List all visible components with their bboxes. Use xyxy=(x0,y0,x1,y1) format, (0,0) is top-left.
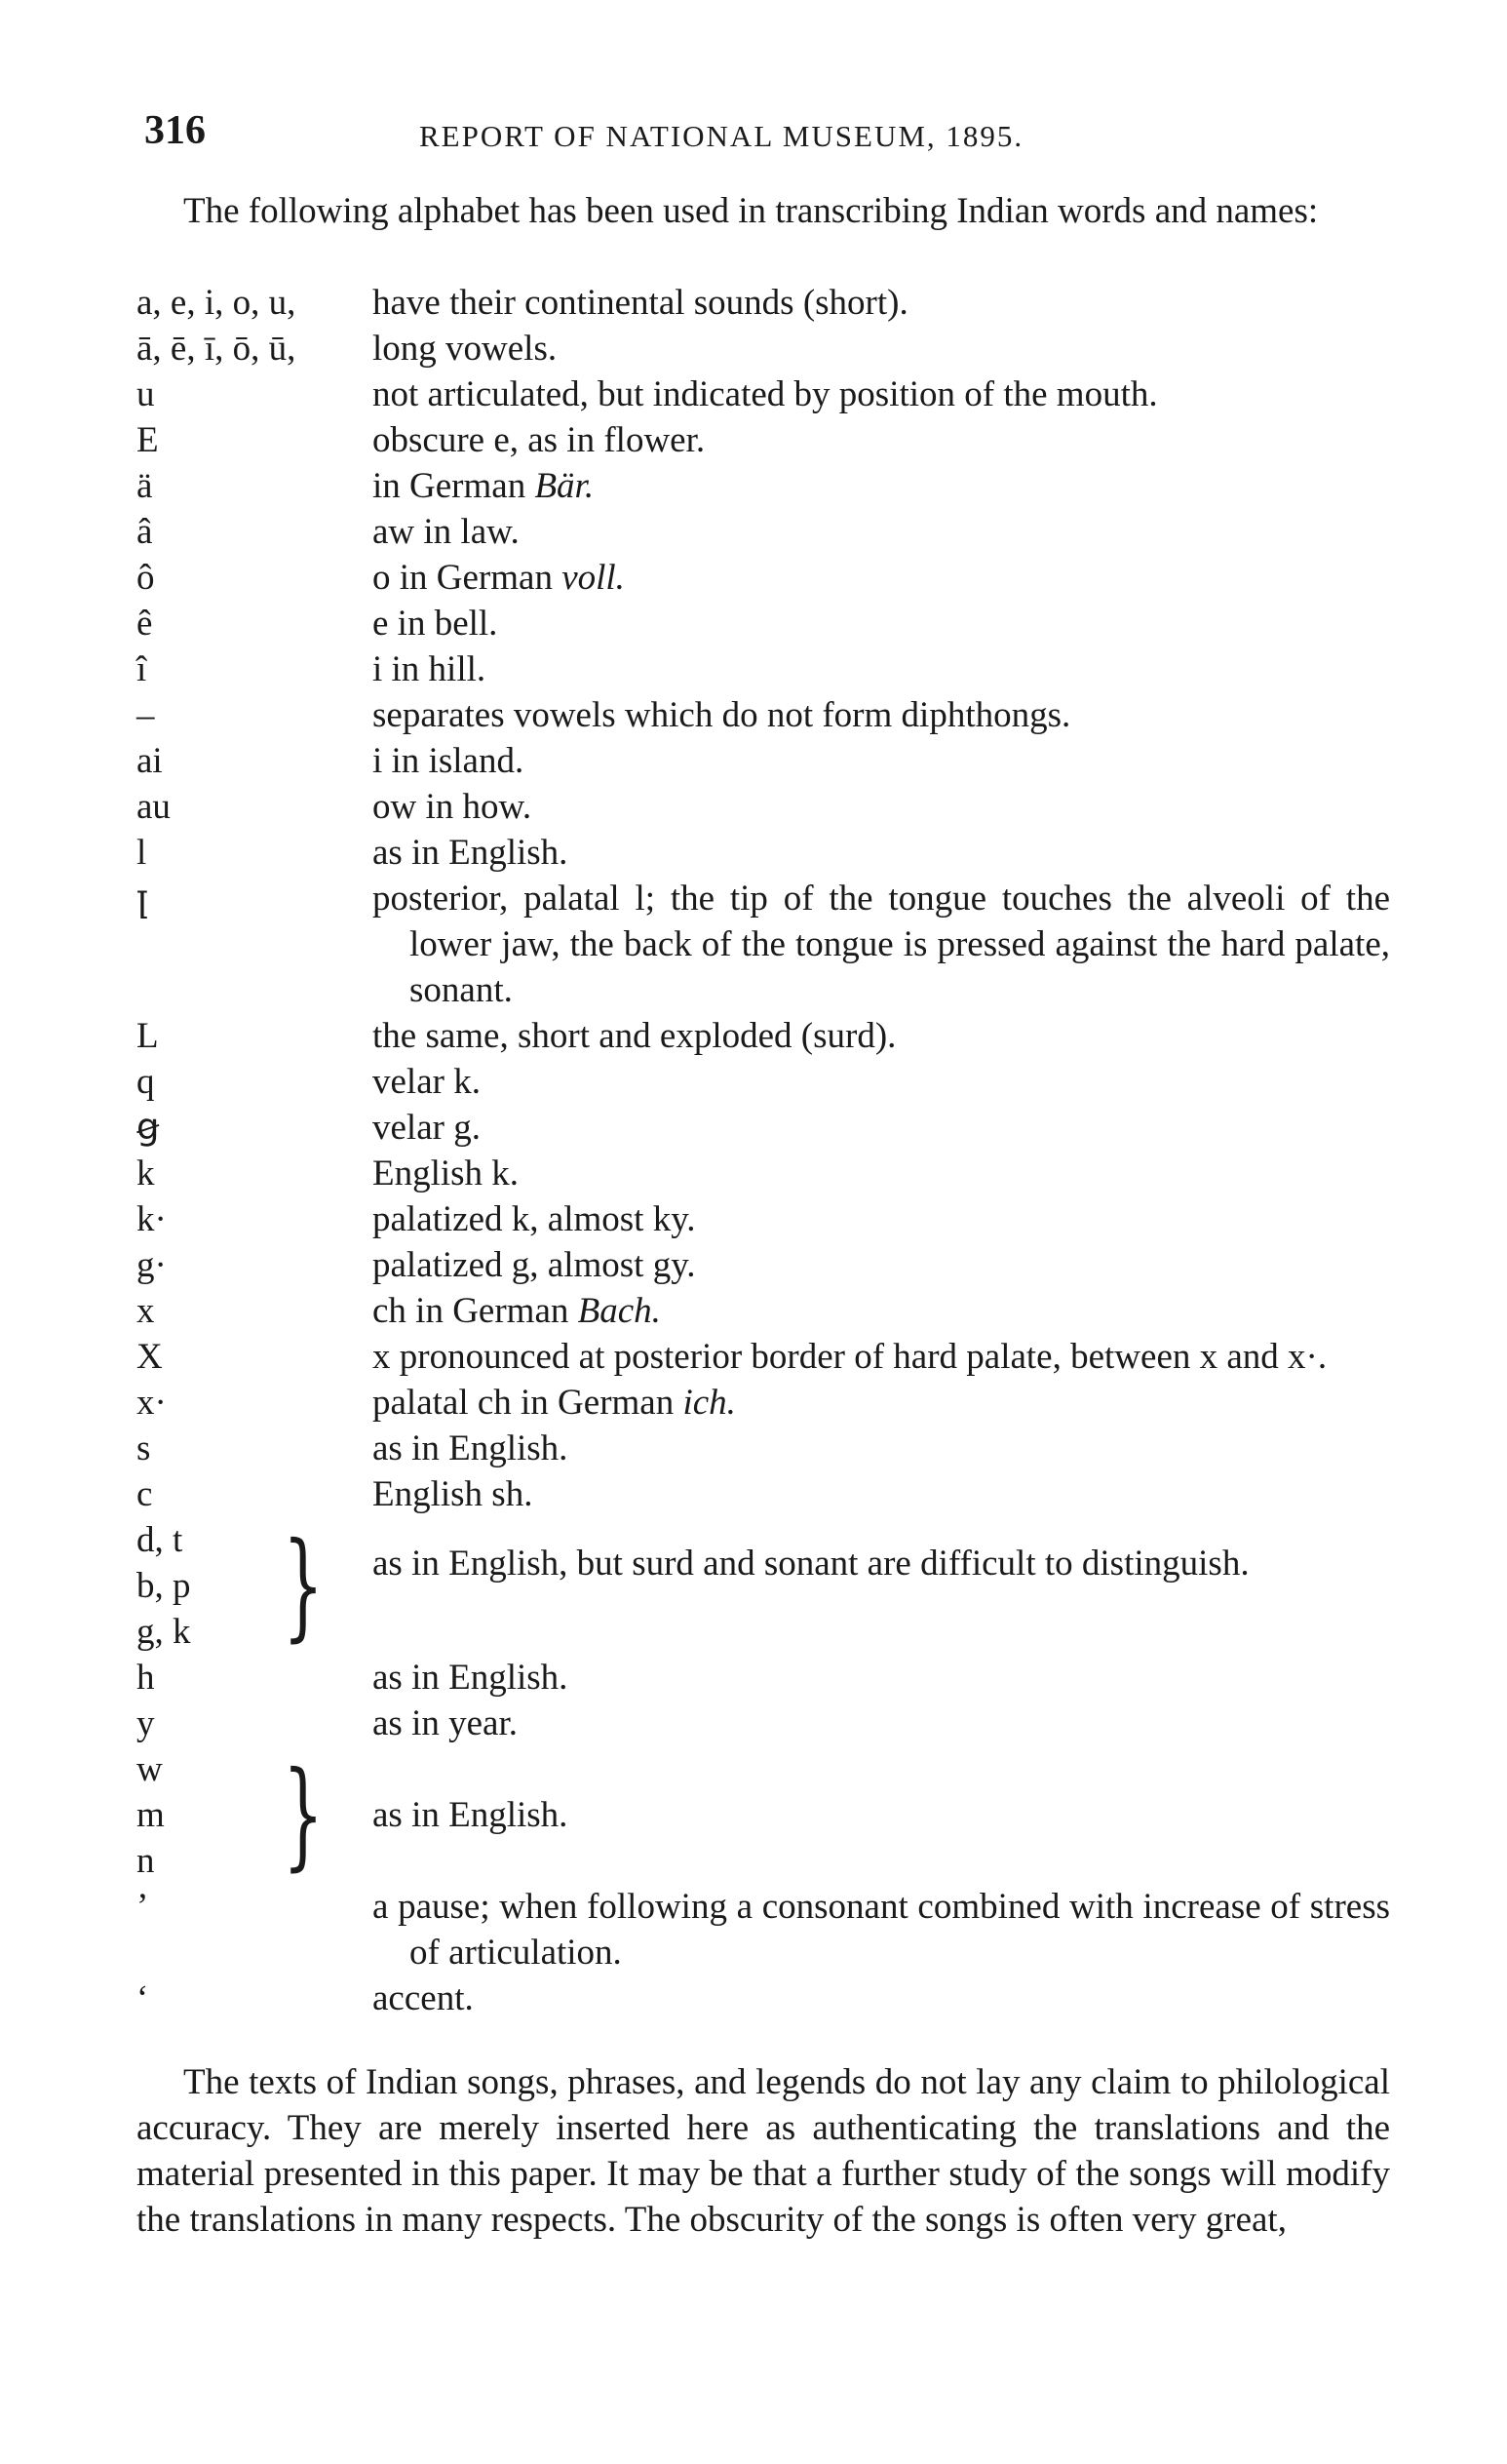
alphabet-symbol: ’ xyxy=(136,1887,149,1927)
alphabet-row xyxy=(136,1196,1390,1242)
alphabet-symbol: L xyxy=(136,1016,159,1056)
alphabet-description xyxy=(372,326,1390,372)
alphabet-symbol: k xyxy=(136,1154,155,1193)
alphabet-description xyxy=(372,1288,1390,1334)
alphabet-row xyxy=(136,601,1390,646)
alphabet-row xyxy=(136,326,1390,372)
description-text: not articulated, but indicated by position of the mouth. xyxy=(372,374,1158,414)
alphabet-symbol: h xyxy=(136,1658,155,1698)
alphabet-symbol: ô xyxy=(136,558,155,598)
alphabet-row xyxy=(136,280,1390,326)
alphabet-row xyxy=(136,372,1390,417)
description-italic: Bär. xyxy=(534,466,595,506)
alphabet-row xyxy=(136,876,1390,1013)
alphabet-symbol: q xyxy=(136,1062,155,1102)
alphabet-description xyxy=(372,463,1390,509)
alphabet-row xyxy=(136,1151,1390,1196)
description-text: English k. xyxy=(372,1154,520,1193)
group-description: as in English, but surd and sonant are difficult to distinguish. xyxy=(372,1544,1250,1584)
alphabet-row xyxy=(136,1380,1390,1426)
alphabet-description xyxy=(372,1701,1390,1746)
description-text: x pronounced at posterior border of hard palate, between x and x·. xyxy=(372,1337,1328,1377)
alphabet-symbol: k· xyxy=(136,1199,167,1239)
group-symbol: m xyxy=(136,1795,165,1835)
description-text: as in English. xyxy=(372,833,568,873)
alphabet-row xyxy=(136,784,1390,830)
alphabet-description xyxy=(372,784,1390,830)
alphabet-description xyxy=(372,1884,1390,1975)
description-text: as in English. xyxy=(372,1658,568,1698)
alphabet-description xyxy=(372,1426,1390,1471)
description-text: o in German xyxy=(372,558,553,598)
description-text: palatal ch in German xyxy=(372,1383,675,1423)
description-text: as in year. xyxy=(372,1703,518,1743)
alphabet-row xyxy=(136,1334,1390,1380)
alphabet-symbol: y xyxy=(136,1703,155,1743)
alphabet-symbol: x· xyxy=(136,1383,167,1423)
description-text: in German xyxy=(372,466,526,506)
running-header xyxy=(136,107,1374,156)
description-text: velar k. xyxy=(372,1062,481,1102)
alphabet-symbol: a, e, i, o, u, xyxy=(136,283,296,323)
group-symbol: n xyxy=(136,1841,155,1881)
description-text: have their continental sounds (short). xyxy=(372,283,908,323)
alphabet-description xyxy=(372,280,1390,326)
alphabet-description xyxy=(372,372,1390,417)
alphabet-description xyxy=(372,1471,1390,1517)
group-symbol: b, p xyxy=(136,1566,191,1606)
alphabet-description xyxy=(372,1975,1390,2021)
alphabet-description xyxy=(372,1380,1390,1426)
alphabet-symbol: x xyxy=(136,1291,155,1331)
description-text: English sh. xyxy=(372,1474,533,1514)
alphabet-description xyxy=(372,738,1390,784)
description-text: i in hill. xyxy=(372,649,486,689)
intro-paragraph: The following alphabet has been used in transcribing Indian words and names: xyxy=(183,191,1319,231)
alphabet-symbol: ꞁ xyxy=(136,879,148,919)
alphabet-symbol: ꞡ xyxy=(136,1108,160,1148)
group-symbol: d, t xyxy=(136,1520,183,1560)
alphabet-symbol: â xyxy=(136,512,153,552)
alphabet-row xyxy=(136,738,1390,784)
description-text: ow in how. xyxy=(372,787,532,827)
alphabet-row xyxy=(136,646,1390,692)
alphabet-row xyxy=(136,830,1390,876)
alphabet-row xyxy=(136,555,1390,601)
alphabet-row xyxy=(136,1884,1390,1975)
description-italic: voll. xyxy=(561,558,625,598)
group-symbol: g, k xyxy=(136,1612,191,1652)
alphabet-symbol: au xyxy=(136,787,171,827)
alphabet-row xyxy=(136,1013,1390,1059)
alphabet-description xyxy=(372,830,1390,876)
alphabet-row xyxy=(136,1655,1390,1701)
alphabet-description xyxy=(372,876,1390,1013)
alphabet-symbol: – xyxy=(136,695,155,735)
nasals-group xyxy=(136,1746,1390,1884)
alphabet-row xyxy=(136,1471,1390,1517)
description-text: palatized g, almost gy. xyxy=(372,1245,696,1285)
description-text: palatized k, almost ky. xyxy=(372,1199,696,1239)
alphabet-description xyxy=(372,1196,1390,1242)
closing-paragraph xyxy=(136,2059,1390,2243)
description-text: separates vowels which do not form diphthongs. xyxy=(372,695,1071,735)
alphabet-row xyxy=(136,1242,1390,1288)
alphabet-description xyxy=(372,1151,1390,1196)
alphabet-row xyxy=(136,1426,1390,1471)
alphabet-row xyxy=(136,417,1390,463)
alphabet-symbol: ʻ xyxy=(136,1978,149,2018)
brace-icon: } xyxy=(283,1747,324,1883)
closing-text: The texts of Indian songs, phrases, and legends do not lay any claim to philological accuracy. They are merely inserted here as authenticating the translations and the material presented in this paper. It may be that a further study of the songs will modify the translations in many respects. The obscurity of the songs is often very great, xyxy=(136,2062,1390,2240)
description-text: obscure e, as in flower. xyxy=(372,420,706,460)
description-text: i in island. xyxy=(372,741,524,781)
alphabet-description xyxy=(372,646,1390,692)
alphabet-description xyxy=(372,1013,1390,1059)
alphabet-symbol: ê xyxy=(136,604,153,644)
description-text: a pause; when following a consonant combined with increase of stress of articulation. xyxy=(372,1887,1390,1973)
alphabet-symbol: c xyxy=(136,1474,153,1514)
alphabet-row xyxy=(136,692,1390,738)
alphabet-description xyxy=(372,1059,1390,1105)
alphabet-symbol: ā, ē, ī, ō, ū, xyxy=(136,329,296,369)
group-symbol: w xyxy=(136,1749,163,1789)
alphabet-symbol: ä xyxy=(136,466,153,506)
alphabet-description xyxy=(372,1105,1390,1151)
alphabet-description xyxy=(372,1655,1390,1701)
alphabet-symbol: u xyxy=(136,374,155,414)
alphabet-row xyxy=(136,509,1390,555)
alphabet-row xyxy=(136,1288,1390,1334)
alphabet-row xyxy=(136,1105,1390,1151)
alphabet-symbol: X xyxy=(136,1337,163,1377)
description-text: as in English. xyxy=(372,1428,568,1468)
alphabet-description xyxy=(372,417,1390,463)
alphabet-row xyxy=(136,463,1390,509)
description-text: e in bell. xyxy=(372,604,498,644)
alphabet-symbol: E xyxy=(136,420,159,460)
alphabet-description xyxy=(372,601,1390,646)
alphabet-symbol: s xyxy=(136,1428,151,1468)
alphabet-row xyxy=(136,1701,1390,1746)
alphabet-row xyxy=(136,1975,1390,2021)
alphabet-description xyxy=(372,509,1390,555)
alphabet-symbol: î xyxy=(136,649,147,689)
description-italic: ich. xyxy=(682,1383,736,1423)
alphabet-symbol: l xyxy=(136,833,147,873)
alphabet-table xyxy=(136,280,1390,2021)
description-text: ch in German xyxy=(372,1291,569,1331)
description-text: posterior, palatal l; the tip of the tongue touches the alveoli of the lower jaw, the back of the tongue is pressed against the hard palate, sonant. xyxy=(372,879,1390,1010)
description-text: accent. xyxy=(372,1978,474,2018)
alphabet-symbol: ai xyxy=(136,741,163,781)
alphabet-description xyxy=(372,692,1390,738)
page-number: 316 xyxy=(144,108,206,153)
brace-icon: } xyxy=(283,1518,324,1654)
description-text: long vowels. xyxy=(372,329,558,369)
alphabet-description xyxy=(372,1242,1390,1288)
alphabet-row xyxy=(136,1059,1390,1105)
description-text: aw in law. xyxy=(372,512,520,552)
running-title: REPORT OF NATIONAL MUSEUM, 1895. xyxy=(419,119,1024,153)
stops-group xyxy=(136,1517,1390,1655)
alphabet-symbol: g· xyxy=(136,1245,167,1285)
group-description: as in English. xyxy=(372,1795,568,1835)
description-italic: Bach. xyxy=(577,1291,661,1331)
description-text: velar g. xyxy=(372,1108,481,1148)
alphabet-description xyxy=(372,1334,1390,1380)
description-text: the same, short and exploded (surd). xyxy=(372,1016,897,1056)
alphabet-description xyxy=(372,555,1390,601)
